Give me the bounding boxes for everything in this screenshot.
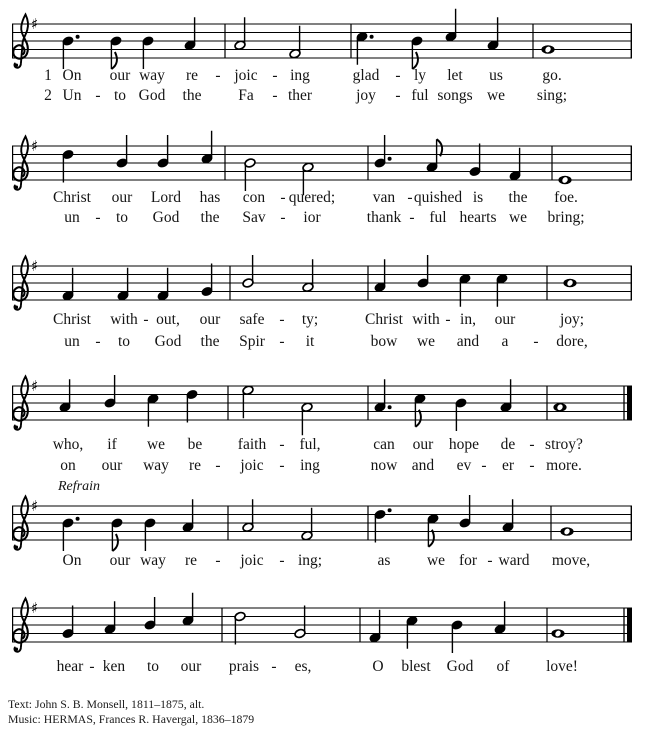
lyric-syllable: God	[446, 658, 474, 675]
lyric-syllable: re	[185, 67, 199, 84]
lyric-syllable: prais	[228, 658, 260, 675]
lyric-syllable: our	[199, 311, 221, 328]
lyric-syllable: -	[271, 658, 277, 675]
lyric-syllable: -	[395, 87, 401, 104]
lyric-syllable: ful	[429, 209, 447, 226]
lyric-syllable: way	[143, 457, 169, 474]
lyric-syllable: joy;	[559, 311, 585, 328]
lyric-syllable: our	[180, 658, 202, 675]
lyric-syllable: -	[279, 436, 285, 453]
lyric-syllable: hear	[56, 658, 84, 675]
lyric-syllable: Fa	[238, 87, 254, 104]
lyric-syllable: -	[215, 67, 221, 84]
refrain-label: Refrain	[58, 479, 100, 494]
lyric-syllable: our	[109, 552, 131, 569]
lyric-syllable: ty;	[301, 311, 319, 328]
lyric-syllable: to	[146, 658, 160, 675]
lyric-syllable: -	[409, 209, 415, 226]
lyric-syllable: 1	[44, 67, 52, 84]
lyric-syllable: let	[447, 67, 463, 84]
lyric-syllable: the	[200, 333, 220, 350]
lyric-syllable: the	[508, 189, 528, 206]
lyric-syllable: O	[372, 658, 384, 675]
lyric-syllable: -	[143, 311, 149, 328]
lyric-syllable: ing;	[297, 552, 323, 569]
lyric-syllable: van	[372, 189, 396, 206]
lyric-syllable: more.	[546, 457, 582, 474]
lyric-syllable: thank	[366, 209, 402, 226]
lyric-syllable: ther	[287, 87, 313, 104]
lyric-syllable: dore,	[556, 333, 588, 350]
lyric-syllable: -	[95, 209, 101, 226]
lyric-syllable: we	[416, 333, 436, 350]
lyric-syllable: songs	[437, 87, 473, 104]
lyric-syllable: in,	[460, 311, 476, 328]
key-signature-sharp-icon: ♯	[31, 15, 39, 34]
lyric-syllable: -	[407, 189, 413, 206]
key-signature-sharp-icon: ♯	[31, 137, 39, 156]
lyric-syllable: -	[215, 552, 221, 569]
lyric-syllable: ful	[411, 87, 429, 104]
lyric-syllable: -	[529, 436, 535, 453]
lyric-syllable: the	[200, 209, 220, 226]
lyric-syllable: can	[373, 436, 395, 453]
lyric-syllable: 2	[44, 87, 52, 104]
lyric-syllable: has	[199, 189, 221, 206]
lyric-syllable: hope	[448, 436, 480, 453]
lyric-syllable: God	[152, 209, 180, 226]
lyric-syllable: joic	[234, 67, 258, 84]
lyric-syllable: bring;	[547, 209, 585, 226]
lyric-syllable: way	[139, 67, 165, 84]
lyric-syllable: Christ	[365, 311, 403, 328]
lyric-syllable: with	[110, 311, 138, 328]
lyric-syllable: -	[272, 87, 278, 104]
lyric-syllable: Un	[62, 87, 82, 104]
lyric-syllable: we	[486, 87, 506, 104]
lyric-syllable: on	[60, 457, 76, 474]
lyric-syllable: On	[62, 67, 82, 84]
credits	[8, 697, 254, 728]
lyric-syllable: Christ	[53, 311, 91, 328]
lyric-syllable: it	[305, 333, 315, 350]
lyric-syllable: ken	[102, 658, 126, 675]
music-credit: Music: HERMAS, Frances R. Havergal, 1836–1879	[8, 712, 255, 727]
lyric-syllable: es,	[294, 658, 312, 675]
lyric-syllable: our	[412, 436, 434, 453]
lyric-syllable: us	[489, 67, 503, 84]
lyric-syllable: de	[500, 436, 516, 453]
key-signature-sharp-icon: ♯	[31, 257, 39, 276]
lyric-syllable: ful,	[299, 436, 321, 453]
lyric-syllable: to	[113, 87, 127, 104]
lyric-syllable: safe	[239, 311, 265, 328]
lyric-syllable: for	[458, 552, 478, 569]
lyric-syllable: stroy?	[545, 436, 583, 453]
lyric-syllable: glad	[352, 67, 380, 84]
lyric-syllable: love!	[546, 658, 578, 675]
lyric-syllable: quered;	[288, 189, 336, 206]
lyric-syllable: Christ	[53, 189, 91, 206]
lyric-syllable: we	[426, 552, 446, 569]
lyric-syllable: -	[279, 457, 285, 474]
text-credit: Text: John S. B. Monsell, 1811–1875, alt.	[8, 697, 205, 711]
lyric-syllable: ev	[456, 457, 472, 474]
lyric-syllable: who,	[52, 436, 84, 453]
lyric-syllable: we	[508, 209, 528, 226]
lyric-syllable: un	[64, 209, 80, 226]
lyric-syllable: way	[140, 552, 166, 569]
lyric-syllable: -	[272, 67, 278, 84]
lyric-syllable: -	[445, 311, 451, 328]
lyric-syllable: with	[412, 311, 440, 328]
lyric-syllable: God	[154, 333, 182, 350]
lyric-syllable: go.	[542, 67, 562, 84]
lyric-syllable: to	[115, 209, 129, 226]
lyric-syllable: -	[95, 333, 101, 350]
lyric-syllable: -	[481, 457, 487, 474]
lyric-syllable: a	[501, 333, 509, 350]
lyric-syllable: er	[501, 457, 515, 474]
lyric-syllable: -	[215, 457, 221, 474]
lyric-syllable: -	[89, 658, 95, 675]
lyric-syllable: move,	[551, 552, 591, 569]
lyric-syllable: hearts	[459, 209, 497, 226]
key-signature-sharp-icon: ♯	[31, 599, 39, 618]
lyric-syllable: On	[62, 552, 82, 569]
lyric-syllable: ward	[498, 552, 530, 569]
lyric-syllable: con	[242, 189, 266, 206]
lyric-syllable: foe.	[554, 189, 578, 206]
lyric-syllable: blest	[401, 658, 431, 675]
lyric-syllable: Spir	[239, 333, 265, 350]
lyric-syllable: joic	[240, 552, 264, 569]
lyric-syllable: un	[64, 333, 80, 350]
lyric-syllable: be	[187, 436, 203, 453]
lyric-syllable: -	[395, 67, 401, 84]
lyric-syllable: -	[279, 311, 285, 328]
lyric-syllable: -	[279, 333, 285, 350]
lyric-syllable: as	[377, 552, 391, 569]
lyric-syllable: God	[138, 87, 166, 104]
lyric-syllable: our	[101, 457, 123, 474]
lyric-syllable: -	[279, 552, 285, 569]
lyric-syllable: we	[146, 436, 166, 453]
lyric-syllable: now	[370, 457, 398, 474]
lyric-syllable: Sav	[242, 209, 266, 226]
lyric-syllable: the	[182, 87, 202, 104]
lyric-syllable: ing	[290, 67, 310, 84]
lyric-syllable: out,	[156, 311, 180, 328]
lyric-syllable: ly	[413, 67, 427, 84]
lyric-syllable: -	[533, 333, 539, 350]
key-signature-sharp-icon: ♯	[31, 377, 39, 396]
lyric-syllable: re	[184, 552, 198, 569]
lyric-syllable: to	[117, 333, 131, 350]
lyric-syllable: joic	[240, 457, 264, 474]
lyric-syllable: our	[109, 67, 131, 84]
lyric-syllable: our	[494, 311, 516, 328]
lyric-syllable: -	[95, 87, 101, 104]
lyric-syllable: quished	[413, 189, 463, 206]
lyric-syllable: -	[280, 209, 286, 226]
lyric-syllable: -	[280, 189, 286, 206]
lyric-syllable: ing	[300, 457, 320, 474]
lyric-syllable: Lord	[150, 189, 182, 206]
lyric-syllable: bow	[370, 333, 398, 350]
lyric-syllable: our	[111, 189, 133, 206]
key-signature-sharp-icon: ♯	[31, 497, 39, 516]
lyric-syllable: if	[107, 436, 117, 453]
lyric-syllable: re	[188, 457, 202, 474]
lyric-syllable: and	[456, 333, 480, 350]
lyric-syllable: -	[529, 457, 535, 474]
lyric-syllable: joy	[356, 87, 376, 104]
lyric-syllable: -	[487, 552, 493, 569]
lyric-syllable: of	[496, 658, 510, 675]
lyric-syllable: ior	[303, 209, 321, 226]
lyric-syllable: and	[411, 457, 435, 474]
lyric-syllable: faith	[237, 436, 267, 453]
lyric-syllable: is	[472, 189, 484, 206]
lyric-syllable: sing;	[536, 87, 568, 104]
